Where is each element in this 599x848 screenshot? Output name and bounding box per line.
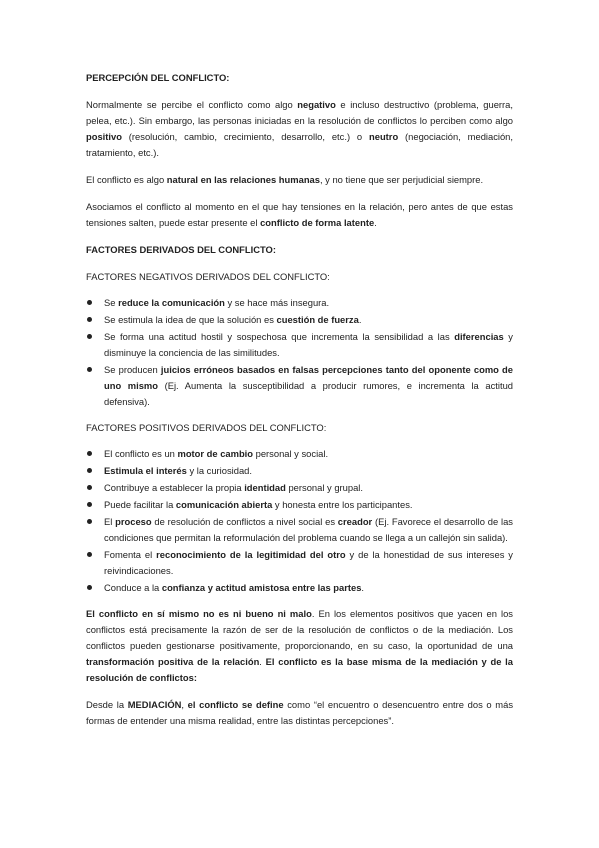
paragraph-ni-bueno-ni-malo — [86, 606, 513, 686]
text-run: El conflicto es un — [104, 448, 178, 459]
bold-run: juicios erróneos basados en falsas percepciones tanto del oponente como de uno mismo — [104, 364, 513, 391]
paragraph-percepcion — [86, 97, 513, 161]
bold-run: positivo — [86, 131, 122, 142]
text-run: y honesta entre los participantes. — [272, 499, 413, 510]
list-item — [86, 580, 513, 596]
bold-run: Estimula el interés — [104, 465, 187, 476]
list-item — [86, 547, 513, 579]
text-run: (resolución, cambio, crecimiento, desarrollo, etc.) o — [121, 131, 370, 142]
bullet-icon — [87, 334, 92, 339]
bold-run: MEDIACIÓN — [127, 699, 182, 710]
bold-run: negativo — [297, 99, 336, 110]
text-run: . — [361, 582, 365, 593]
list-item — [86, 329, 513, 361]
text-run: . — [358, 314, 362, 325]
bullet-icon — [87, 451, 92, 456]
bold-run: confianza y actitud amistosa entre las partes — [161, 582, 362, 593]
list-item — [86, 497, 513, 513]
text-run: y se hace más insegura. — [224, 297, 330, 308]
negativos-list — [86, 295, 513, 410]
text-run: como “el encuentro o desencuentro entre dos o más formas de entender una misma realidad, entre las distintas percepciones”. — [86, 699, 514, 726]
bold-run: el conflicto se define — [187, 699, 284, 710]
bullet-icon — [87, 317, 92, 322]
bold-run: identidad — [244, 482, 286, 493]
negativos-subheading: FACTORES NEGATIVOS DERIVADOS DEL CONFLICTO: — [86, 271, 330, 282]
text-run: (Ej. Favorece el desarrollo de las condiciones que permitan la reformulación del problema cuando se llega a un callejón sin salida). — [104, 516, 513, 543]
list-item — [86, 362, 513, 410]
bullet-icon — [87, 502, 92, 507]
paragraph-mediacion — [86, 697, 513, 729]
list-item — [86, 463, 513, 479]
text-run: Conduce a la — [104, 582, 162, 593]
bold-run: neutro — [369, 131, 399, 142]
bold-run: transformación positiva de la relación — [86, 656, 260, 667]
bold-run: motor de cambio — [177, 448, 254, 459]
bullet-icon — [87, 468, 92, 473]
bold-run: El conflicto en sí mismo no es ni bueno ni malo — [86, 608, 312, 619]
text-run: Fomenta el — [104, 549, 157, 560]
text-run: y de la honestidad de sus intereses y reivindicaciones. — [104, 549, 513, 576]
bold-run: conflicto de forma latente — [260, 217, 375, 228]
text-run: de resolución de conflictos a nivel social es — [151, 516, 338, 527]
bullet-icon — [87, 300, 92, 305]
text-run: Desde la — [86, 699, 128, 710]
text-run: (negociación, mediación, tratamiento, etc.). — [86, 131, 514, 158]
text-run: . — [374, 217, 377, 228]
positivos-list — [86, 446, 513, 596]
list-item — [86, 295, 513, 311]
text-run: personal y grupal. — [285, 482, 363, 493]
bold-run: diferencias — [454, 331, 504, 342]
list-item — [86, 480, 513, 496]
percepcion-heading: PERCEPCIÓN DEL CONFLICTO: — [86, 72, 230, 83]
bold-run: comunicación abierta — [175, 499, 273, 510]
list-item — [86, 446, 513, 462]
text-run: (Ej. Aumenta la susceptibilidad a producir rumores, e incrementa la actitud defensiva). — [104, 380, 513, 407]
text-run: Se producen — [104, 364, 161, 375]
text-run: El conflicto es algo — [86, 174, 167, 185]
text-run: Contribuye a establecer la propia — [104, 482, 245, 493]
text-run: Se estimula la idea de que la solución es — [104, 314, 277, 325]
text-run: Puede facilitar la — [104, 499, 176, 510]
text-run: , y no tiene que ser perjudicial siempre. — [319, 174, 484, 185]
paragraph-natural — [86, 172, 513, 188]
bullet-icon — [87, 367, 92, 372]
text-run: personal y social. — [253, 448, 329, 459]
text-run: . En los elementos positivos que yacen en los conflictos está precisamente la razón de ser de la resolución de conflictos o de la mediación. Los conflictos pueden gestionarse positivamente, proporcionando, en su caso, la oportunidad de una — [86, 608, 513, 651]
bold-run: El conflicto es la base misma de la mediación y de la resolución de conflictos: — [86, 656, 513, 683]
bold-run: natural en las relaciones humanas — [166, 174, 320, 185]
text-run: Se — [104, 297, 119, 308]
text-run: El — [104, 516, 116, 527]
text-run: y la curiosidad. — [186, 465, 252, 476]
paragraph-latente — [86, 199, 513, 231]
bold-run: proceso — [115, 516, 152, 527]
bullet-icon — [87, 519, 92, 524]
bold-run: reduce la comunicación — [118, 297, 225, 308]
text-run: e incluso destructivo (problema, guerra, pelea, etc.). Sin embargo, las personas iniciadas en la resolución de conflictos lo perciben como algo — [86, 99, 513, 126]
bold-run: creador — [337, 516, 373, 527]
text-run: Normalmente se percibe el conflicto como algo — [86, 99, 298, 110]
text-run: . — [259, 656, 266, 667]
positivos-subheading: FACTORES POSITIVOS DERIVADOS DEL CONFLICTO: — [86, 422, 327, 433]
list-item — [86, 312, 513, 328]
text-run: , — [181, 699, 188, 710]
bullet-icon — [87, 485, 92, 490]
text-run: y disminuye la conciencia de las similitudes. — [104, 331, 513, 358]
text-run: Asociamos el conflicto al momento en el que hay tensiones en la relación, pero antes de que estas tensiones salten, puede estar presente el — [86, 201, 513, 228]
bold-run: cuestión de fuerza — [276, 314, 359, 325]
bullet-icon — [87, 585, 92, 590]
bold-run: reconocimiento de la legitimidad del otro — [156, 549, 346, 560]
bullet-icon — [87, 552, 92, 557]
list-item — [86, 514, 513, 546]
text-run: Se forma una actitud hostil y sospechosa que incrementa la sensibilidad a las — [104, 331, 455, 342]
factores-heading: FACTORES DERIVADOS DEL CONFLICTO: — [86, 244, 276, 255]
